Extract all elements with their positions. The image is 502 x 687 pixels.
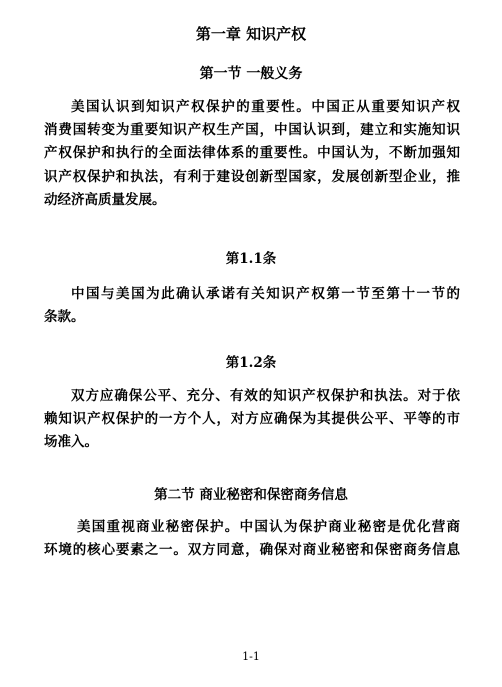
article-1-1-title: 第1.1条 (225, 251, 277, 267)
article-1-1-paragraph (44, 283, 460, 329)
section-2-paragraph (44, 516, 460, 562)
paragraph-line: 中国与美国为此确认承诺有关知识产权第一节至第十一节的 (71, 286, 460, 302)
article-1-2-paragraph (44, 385, 460, 455)
paragraph-line: 双方应确保公平、充分、有效的知识产权保护和执法。对于依 (71, 388, 460, 404)
paragraph-line: 识产权保护和执法，有利于建设创新型国家，发展创新型企业，推 (44, 168, 460, 185)
paragraph-line: 条款。 (44, 309, 85, 326)
paragraph-line: 产权保护和执行的全面法律体系的重要性。中国认为，不断加强知 (44, 145, 460, 162)
paragraph-line: 美国重视商业秘密保护。中国认为保护商业秘密是优化营商 (77, 519, 460, 535)
article-1-2-title: 第1.2条 (225, 355, 277, 371)
paragraph-line: 动经济高质量发展。 (44, 191, 166, 208)
section-1-title: 第一节 一般义务 (199, 66, 303, 82)
page-number: 1-1 (242, 650, 260, 663)
paragraph-line: 美国认识到知识产权保护的重要性。中国正从重要知识产权 (71, 99, 460, 115)
chapter-title: 第一章 知识产权 (195, 25, 307, 43)
paragraph-line: 消费国转变为重要知识产权生产国，中国认识到，建立和实施知识 (44, 122, 460, 139)
paragraph-line: 环境的核心要素之一。双方同意，确保对商业秘密和保密商务信息 (44, 542, 460, 559)
paragraph-line: 赖知识产权保护的一方个人，对方应确保为其提供公平、平等的市 (44, 411, 460, 428)
section-1-paragraph (44, 96, 460, 212)
paragraph-line: 场准入。 (44, 434, 98, 451)
section-2-title: 第二节 商业秘密和保密商务信息 (154, 487, 348, 503)
